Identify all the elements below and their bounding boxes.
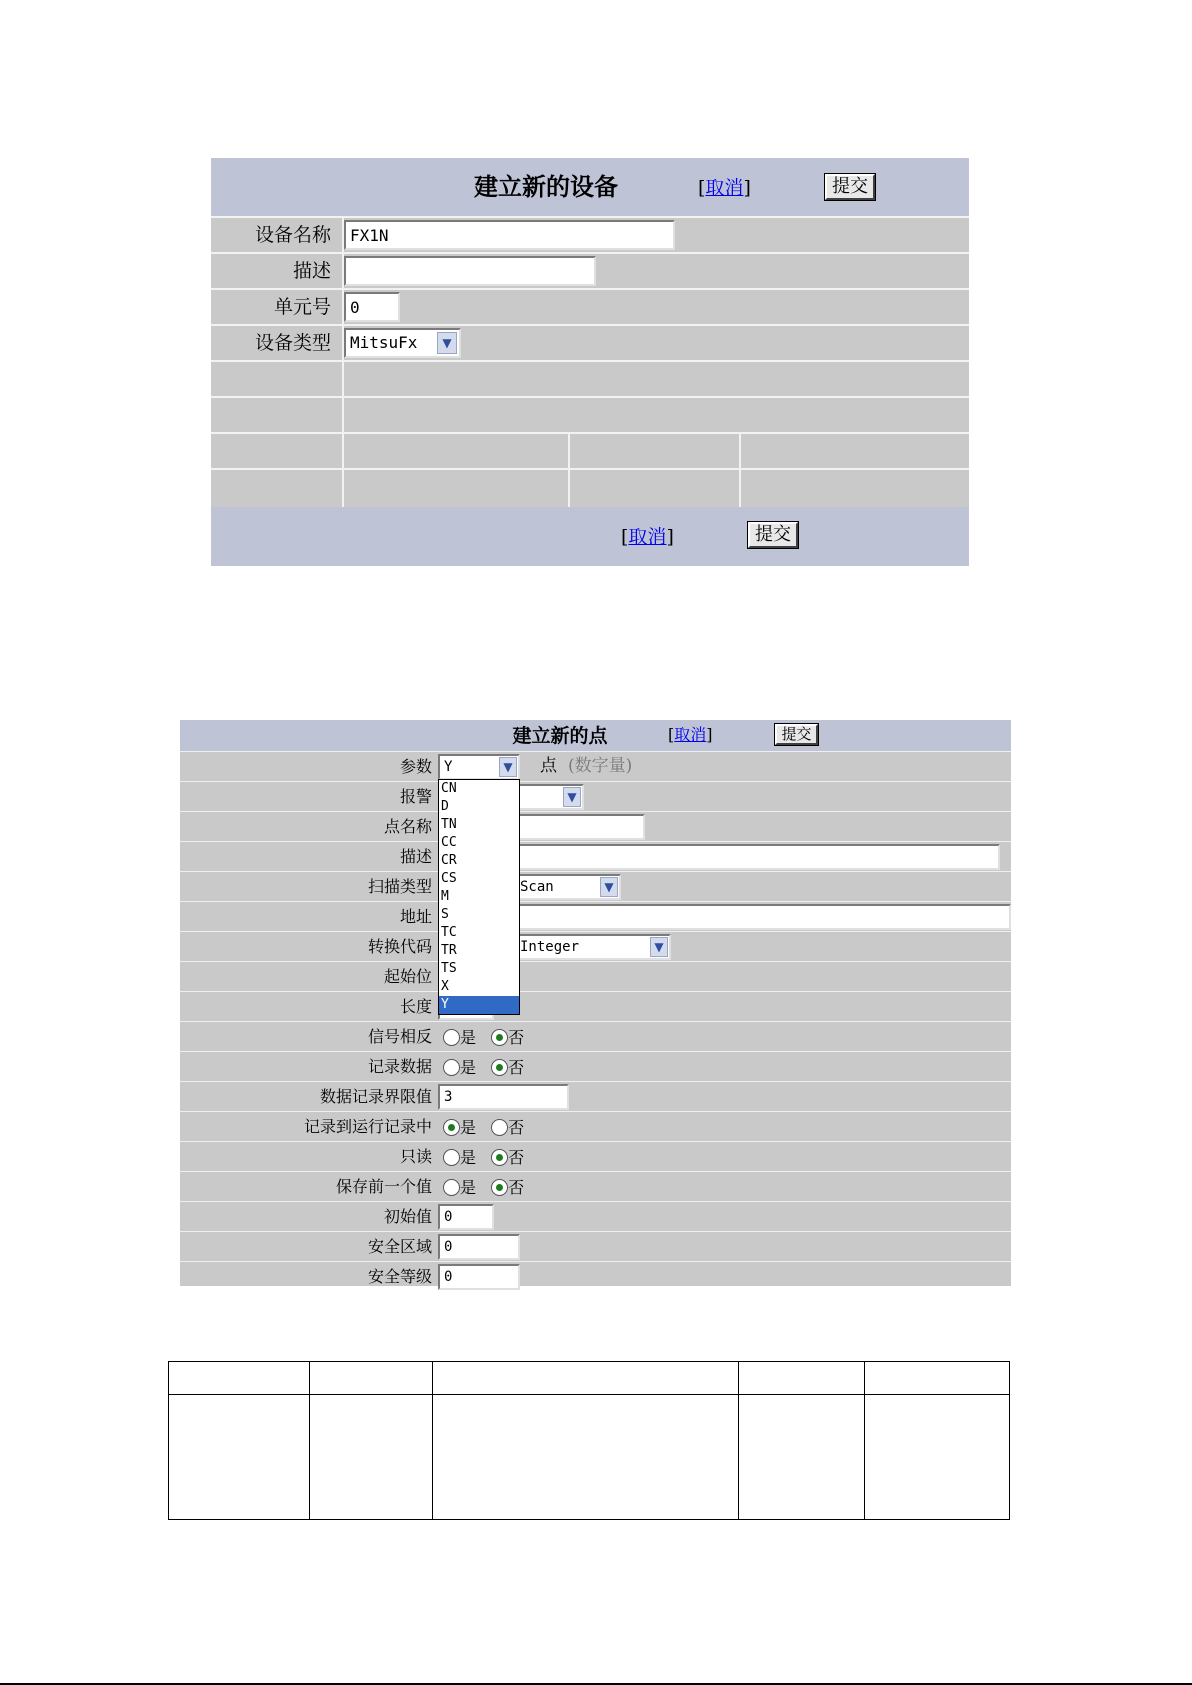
- param-option[interactable]: D: [441, 799, 449, 814]
- point-desc-input[interactable]: [438, 844, 1000, 870]
- radio-selected-dot: [496, 1184, 503, 1191]
- point-name-row: [180, 811, 1011, 841]
- param-row: [180, 751, 1011, 781]
- empty-table: [168, 1361, 1010, 1520]
- device-unit-label: 单元号: [273, 296, 331, 318]
- table-row-divider: [169, 1394, 1009, 1395]
- conversion-select[interactable]: Integer ▼: [438, 934, 671, 960]
- save-prev-row: [180, 1171, 1011, 1201]
- device-submit-button-bottom[interactable]: 提交: [748, 522, 798, 548]
- point-submit-button[interactable]: 提交: [775, 724, 818, 745]
- column-divider: [739, 432, 741, 507]
- device-empty-row: [211, 468, 969, 504]
- chevron-down-icon: ▼: [499, 757, 517, 777]
- address-label: 地址: [399, 907, 432, 926]
- chevron-down-icon: ▼: [563, 787, 581, 807]
- signal-invert-label: 信号相反: [367, 1027, 432, 1046]
- conversion-label: 转换代码: [367, 937, 432, 956]
- safety-level-input[interactable]: [438, 1264, 520, 1290]
- record-to-runlog-label: 记录到运行记录中: [303, 1117, 432, 1136]
- start-bit-label: 起始位: [383, 967, 432, 986]
- device-desc-label: 描述: [292, 260, 331, 282]
- device-name-row: [211, 216, 969, 252]
- new-point-form: [180, 720, 1011, 1286]
- length-label: 长度: [399, 997, 432, 1016]
- chevron-down-icon: ▼: [600, 877, 618, 897]
- radio-selected-dot: [496, 1034, 503, 1041]
- safety-level-label: 安全等级: [367, 1267, 432, 1286]
- record-to-runlog-row: [180, 1111, 1011, 1141]
- table-column-divider: [864, 1362, 865, 1519]
- param-option[interactable]: Y: [439, 996, 519, 1014]
- alarm-label: 报警: [399, 787, 432, 806]
- scan-type-select[interactable]: Scan ▼: [438, 874, 621, 900]
- device-cancel-link-bottom[interactable]: 取消: [628, 526, 667, 548]
- column-divider: [568, 432, 570, 507]
- record-data-label: 记录数据: [367, 1057, 432, 1076]
- point-form-title: 建立新的点: [512, 725, 608, 747]
- device-desc-input[interactable]: [344, 256, 596, 286]
- table-column-divider: [432, 1362, 433, 1519]
- device-cancel-top: [取消]: [698, 177, 751, 199]
- safety-zone-label: 安全区域: [367, 1237, 432, 1256]
- device-form-footer: [211, 507, 969, 566]
- radio-yes[interactable]: [443, 1179, 460, 1196]
- initial-value-input[interactable]: [438, 1204, 494, 1230]
- radio-no[interactable]: [491, 1179, 508, 1196]
- alarm-row: [180, 781, 1011, 811]
- device-form-title: 建立新的设备: [474, 172, 618, 201]
- point-form-header: [180, 720, 1011, 751]
- signal-invert-row: [180, 1021, 1011, 1051]
- point-word: 点: [540, 756, 557, 776]
- chevron-down-icon: ▼: [650, 937, 668, 957]
- param-option[interactable]: X: [441, 979, 449, 994]
- radio-selected-dot: [448, 1124, 455, 1131]
- device-empty-row: [211, 360, 969, 396]
- radio-no[interactable]: [491, 1059, 508, 1076]
- radio-no[interactable]: [491, 1119, 508, 1136]
- save-prev-label: 保存前一个值: [335, 1177, 432, 1196]
- length-row: [180, 991, 1011, 1021]
- safety-zone-input[interactable]: [438, 1234, 520, 1260]
- radio-yes[interactable]: [443, 1119, 460, 1136]
- param-option[interactable]: TS: [441, 961, 457, 976]
- chevron-down-icon: ▼: [437, 332, 457, 354]
- table-column-divider: [309, 1362, 310, 1519]
- param-option[interactable]: CC: [441, 835, 457, 850]
- start-bit-row: [180, 961, 1011, 991]
- signal-invert-radio-group: 是 否: [443, 1022, 524, 1052]
- conversion-row: [180, 931, 1011, 961]
- param-option[interactable]: CR: [441, 853, 457, 868]
- device-unit-row: [211, 288, 969, 324]
- device-desc-row: [211, 252, 969, 288]
- device-type-select[interactable]: MitsuFx ▼: [344, 328, 461, 358]
- device-cancel-bottom: [取消]: [621, 526, 674, 548]
- initial-value-label: 初始值: [383, 1207, 432, 1226]
- device-empty-row: [211, 432, 969, 468]
- save-prev-radio-group: 是 否: [443, 1172, 524, 1202]
- record-threshold-label: 数据记录界限值: [319, 1087, 432, 1106]
- record-threshold-input[interactable]: [438, 1084, 569, 1110]
- address-row: [180, 901, 1011, 931]
- device-submit-button-top[interactable]: 提交: [825, 174, 875, 200]
- radio-yes[interactable]: [443, 1029, 460, 1046]
- param-option[interactable]: M: [441, 889, 449, 904]
- safety-zone-row: [180, 1231, 1011, 1261]
- param-option[interactable]: CN: [441, 781, 457, 796]
- param-option[interactable]: TN: [441, 817, 457, 832]
- new-device-form: [211, 158, 969, 566]
- point-cancel-link[interactable]: 取消: [674, 725, 707, 744]
- device-type-row: [211, 324, 969, 360]
- param-option[interactable]: TC: [441, 925, 457, 940]
- address-input[interactable]: [438, 904, 1011, 930]
- device-cancel-link-top[interactable]: 取消: [705, 177, 744, 199]
- record-to-runlog-radio-group: 是 否: [443, 1112, 524, 1142]
- point-desc-row: [180, 841, 1011, 871]
- radio-yes[interactable]: [443, 1059, 460, 1076]
- point-cancel: [取消]: [668, 725, 713, 744]
- point-desc-label: 描述: [399, 847, 432, 866]
- record-data-radio-group: 是 否: [443, 1052, 524, 1082]
- device-empty-row: [211, 396, 969, 432]
- radio-no[interactable]: [491, 1029, 508, 1046]
- record-threshold-row: [180, 1081, 1011, 1111]
- initial-value-row: [180, 1201, 1011, 1231]
- scan-type-row: [180, 871, 1011, 901]
- column-divider: [342, 216, 344, 507]
- device-name-label: 设备名称: [254, 224, 331, 246]
- table-column-divider: [738, 1362, 739, 1519]
- point-name-label: 点名称: [383, 817, 432, 836]
- device-type-label: 设备类型: [254, 332, 331, 354]
- param-select[interactable]: Y ▼: [438, 754, 520, 780]
- device-unit-input[interactable]: [344, 292, 400, 322]
- radio-no[interactable]: [491, 1149, 508, 1166]
- radio-selected-dot: [496, 1064, 503, 1071]
- radio-yes[interactable]: [443, 1149, 460, 1166]
- radio-selected-dot: [496, 1154, 503, 1161]
- device-form-header: [211, 158, 969, 216]
- device-name-input[interactable]: [344, 220, 675, 250]
- param-option[interactable]: S: [441, 907, 449, 922]
- param-option[interactable]: TR: [441, 943, 457, 958]
- readonly-label: 只读: [399, 1147, 432, 1166]
- record-data-row: [180, 1051, 1011, 1081]
- scan-type-label: 扫描类型: [367, 877, 432, 896]
- param-option[interactable]: CS: [441, 871, 457, 886]
- param-label: 参数: [399, 757, 432, 776]
- param-dropdown-list: [438, 779, 520, 1015]
- readonly-row: [180, 1141, 1011, 1171]
- readonly-radio-group: 是 否: [443, 1142, 524, 1172]
- point-type-note: (数字量): [568, 756, 633, 776]
- safety-level-row: [180, 1261, 1011, 1291]
